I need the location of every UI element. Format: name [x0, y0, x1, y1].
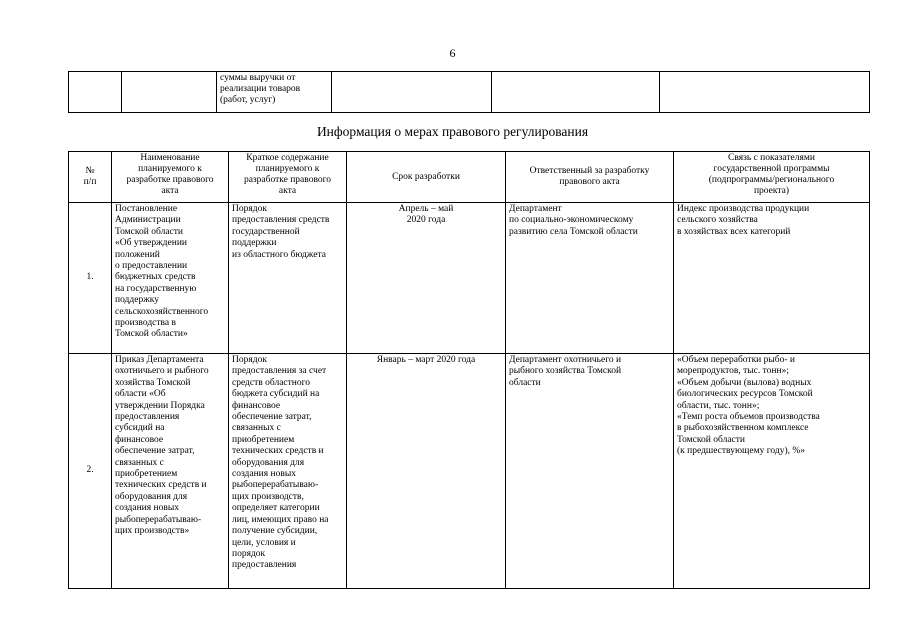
row-number: 1. [69, 203, 112, 354]
row-act-name: Постановление Администрации Томской области «Об утверждении положений о предоставлении бюджетных средств на государственную поддержку сельскохозяйственного производства в Томской области» [112, 203, 229, 354]
table-cell [122, 72, 217, 113]
table-cell [660, 72, 870, 113]
row-term: Январь – март 2020 года [347, 354, 506, 589]
legal-regulation-table [68, 151, 870, 589]
row-responsible: Департамент по социально-экономическому развитию села Томской области [506, 203, 674, 354]
row-program-link: «Объем переработки рыбо- и морепродуктов, тыс. тонн»; «Объем добычи (вылова) водных биологических ресурсов Томской области, тыс. тонн»; «Темп роста объемов производства в рыбохозяйственном комплексе Томской области (к предшествующему году), %» [674, 354, 870, 589]
page-number: 6 [449, 46, 456, 60]
row-summary: Порядок предоставления за счет средств областного бюджета субсидий на финансовое обеспечение затрат, связанных с приобретением технических средств и оборудования для создания новых рыбоперерабатываю- щих производств, определяет категории лиц, имеющих право на получение субсидии, цели, условия и порядок предоставления [229, 354, 347, 589]
table-cell [492, 72, 660, 113]
header-summary: Краткое содержание планируемого к разработке правового акта [229, 152, 347, 203]
header-responsible: Ответственный за разработку правового акта [506, 152, 674, 203]
section-title: Информация о мерах правового регулирования [316, 124, 589, 139]
row-responsible: Департамент охотничьего и рыбного хозяйства Томской области [506, 354, 674, 589]
table-cell [69, 72, 122, 113]
row-number: 2. [69, 354, 112, 589]
header-term: Срок разработки [347, 152, 506, 203]
table-cell-revenue-text: суммы выручки от реализации товаров (работ, услуг) [217, 72, 332, 113]
header-program-link: Связь с показателями государственной программы (подпрограммы/регионального проекта) [674, 152, 870, 203]
table-row [69, 354, 870, 589]
row-program-link: Индекс производства продукции сельского хозяйства в хозяйствах всех категорий [674, 203, 870, 354]
row-act-name: Приказ Департамента охотничьего и рыбного хозяйства Томской области «Об утверждении Порядка предоставления субсидий на финансовое обеспечение затрат, связанных с приобретением технических средств и оборудования для создания новых рыбоперерабатываю- щих производств» [112, 354, 229, 589]
table-row [69, 203, 870, 354]
table-header-row [69, 152, 870, 203]
row-term: Апрель – май 2020 года [347, 203, 506, 354]
header-act-name: Наименование планируемого к разработке правового акта [112, 152, 229, 203]
top-table-fragment [68, 71, 870, 113]
header-number: № п/п [69, 152, 112, 203]
row-summary: Порядок предоставления средств государственной поддержки из областного бюджета [229, 203, 347, 354]
table-row [69, 72, 870, 113]
table-cell [332, 72, 492, 113]
